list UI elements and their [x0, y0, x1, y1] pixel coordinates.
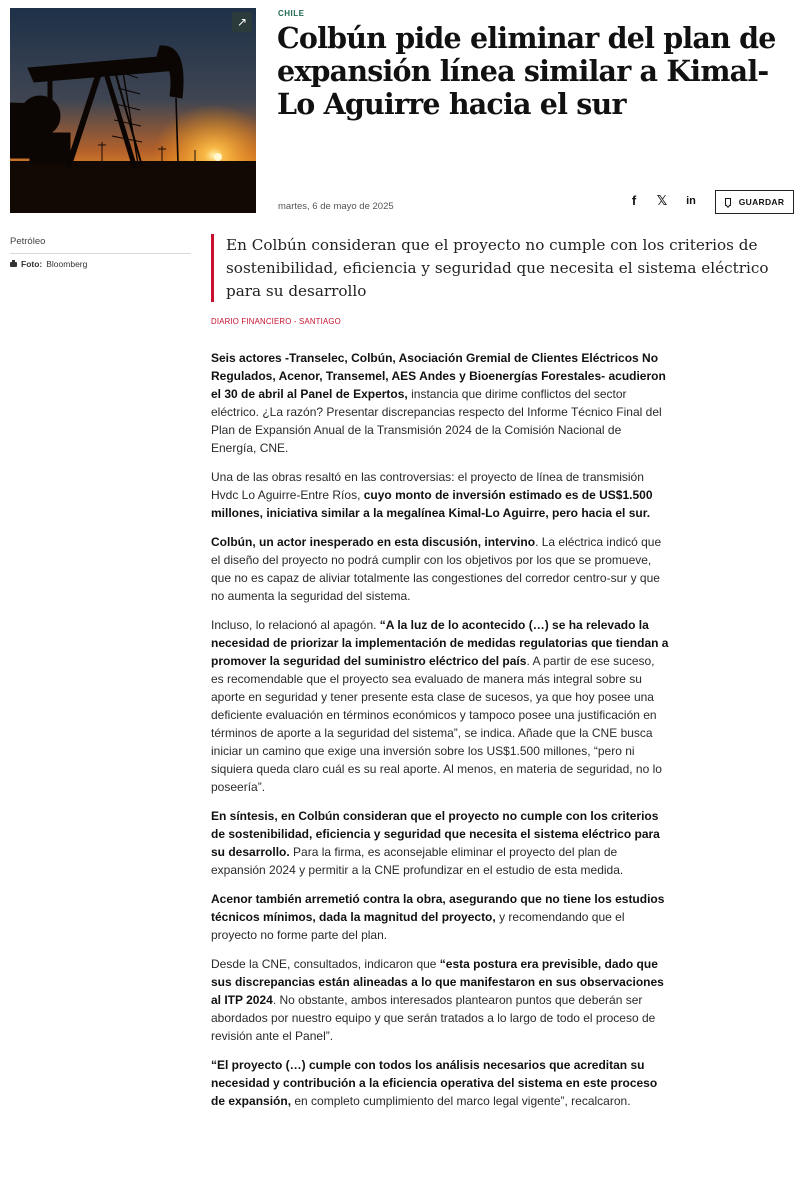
divider [10, 253, 191, 254]
paragraph-bold: Seis actores -Transelec, Colbún, Asociación Gremial de Clientes Eléctricos No Regulados, Acenor, Transemel, AES Andes y Bioenergías Forestales- acudieron el 30 de abril al Panel de Expertos, [211, 351, 666, 401]
expand-icon[interactable]: ↗ [232, 12, 252, 32]
page-title: Colbún pide eliminar del plan de expansión línea similar a Kimal-Lo Aguirre hacia el sur [277, 21, 776, 121]
x-twitter-icon[interactable]: 𝕏 [656, 193, 668, 208]
paragraph-bold: “esta postura era previsible, dado que sus discrepancias están alineadas a lo que manifestaron en sus observaciones al ITP 2024 [211, 957, 664, 1007]
paragraph-bold: “A la luz de lo acontecido (…) se ha relevado la necesidad de priorizar la implementación de medidas regulatorias que tiendan a promover la seguridad del suministro eléctrico del país [211, 618, 669, 668]
category-tag[interactable]: Petróleo [10, 236, 46, 247]
paragraph [211, 1056, 669, 1110]
article-body [211, 349, 669, 1121]
photo-credit [10, 259, 87, 269]
camera-icon [10, 262, 17, 267]
paragraph [211, 955, 669, 1045]
summary-accent-bar [211, 234, 214, 302]
paragraph-bold: En síntesis, en Colbún consideran que el proyecto no cumple con los criterios de sostenibilidad, eficiencia y seguridad que necesita el sistema eléctrico para su desarrollo. [211, 809, 660, 859]
paragraph-bold: Acenor también arremetió contra la obra, asegurando que no tiene los estudios técnicos mínimos, dada la magnitud del proyecto, [211, 892, 665, 924]
paragraph-text: . A partir de ese suceso, es recomendable que el proyecto sea evaluado de manera más integral sobre su aporte en seguridad y tener presente esta clase de sucesos, ya que hoy posee una deficiente evaluación en términos económicos y tampoco posee una justificación en términos de aporte a la seguridad del sistema”, se indica. Añade que la CNE busca iniciar un camino que exige una inversión sobre los US$1.500 millones, “pero ni siquiera queda claro cuál es su real aporte. Al menos, en materia de seguridad, no lo poseería”. [211, 654, 662, 794]
paragraph-bold: “El proyecto (…) cumple con todos los análisis necesarios que acreditan su necesidad y contribución a la eficiencia operativa del sistema en este proceso de expansión, [211, 1058, 658, 1108]
photo-credit-label: Foto: [21, 259, 43, 269]
section-label[interactable]: CHILE [278, 9, 305, 18]
paragraph-text: Incluso, lo relacionó al apagón. [211, 618, 380, 632]
paragraph [211, 349, 669, 457]
paragraph-text: Una de las obras resaltó en las controversias: el proyecto de línea de transmisión Hvdc Lo Aguirre-Entre Ríos, [211, 470, 644, 502]
paragraph-text: en completo cumplimiento del marco legal vigente”, recalcaron. [291, 1094, 631, 1108]
paragraph [211, 616, 669, 796]
paragraph [211, 807, 669, 879]
publish-date: martes, 6 de mayo de 2025 [278, 201, 394, 212]
paragraph-bold: cuyo monto de inversión estimado es de US$1.500 millones, iniciativa similar a la megalínea Kimal-Lo Aguirre, pero hacia el sur. [211, 488, 653, 520]
paragraph-text: instancia que dirime conflictos del sector eléctrico. ¿La razón? Presentar discrepancias respecto del Informe Técnico Final del Plan de Expansión Anual de la Transmisión 2024 de la Comisión Nacional de Energía, CNE. [211, 387, 662, 455]
paragraph-text: y recomendando que el proyecto no forme parte del plan. [211, 910, 625, 942]
hero-image [10, 8, 256, 213]
paragraph [211, 533, 669, 605]
facebook-icon[interactable]: f [631, 193, 637, 208]
bookmark-icon [725, 198, 731, 206]
paragraph-text: Para la firma, es aconsejable eliminar el proyecto del plan de expansión 2024 y permitir a la CNE profundizar en el estudio de esta medida. [211, 845, 624, 877]
save-button[interactable] [715, 190, 794, 214]
paragraph [211, 890, 669, 944]
paragraph-text: . No obstante, ambos interesados plantearon puntos que deberán ser abordados por nuestro equipo y que serán tratados a lo largo de todo el proceso de revisión ante el Panel”. [211, 993, 656, 1043]
paragraph-bold: Colbún, un actor inesperado en esta discusión, intervino [211, 535, 536, 549]
linkedin-icon[interactable]: in [686, 195, 696, 207]
article-source: DIARIO FINANCIERO - SANTIAGO [211, 317, 341, 326]
article-summary: En Colbún consideran que el proyecto no cumple con los criterios de sostenibilidad, eficiencia y seguridad que necesita el sistema eléctrico para su desarrollo [226, 236, 769, 300]
save-button-label: GUARDAR [738, 197, 785, 207]
paragraph-text: Desde la CNE, consultados, indicaron que [211, 957, 440, 971]
paragraph [211, 468, 669, 522]
paragraph-text: . La eléctrica indicó que el diseño del proyecto no podrá cumplir con los objetivos por los que se promueve, que no es capaz de aliviar totalmente las congestiones del corredor centro-sur y que no aumenta la seguridad del sistema. [211, 535, 662, 603]
photo-credit-value: Bloomberg [46, 259, 88, 269]
